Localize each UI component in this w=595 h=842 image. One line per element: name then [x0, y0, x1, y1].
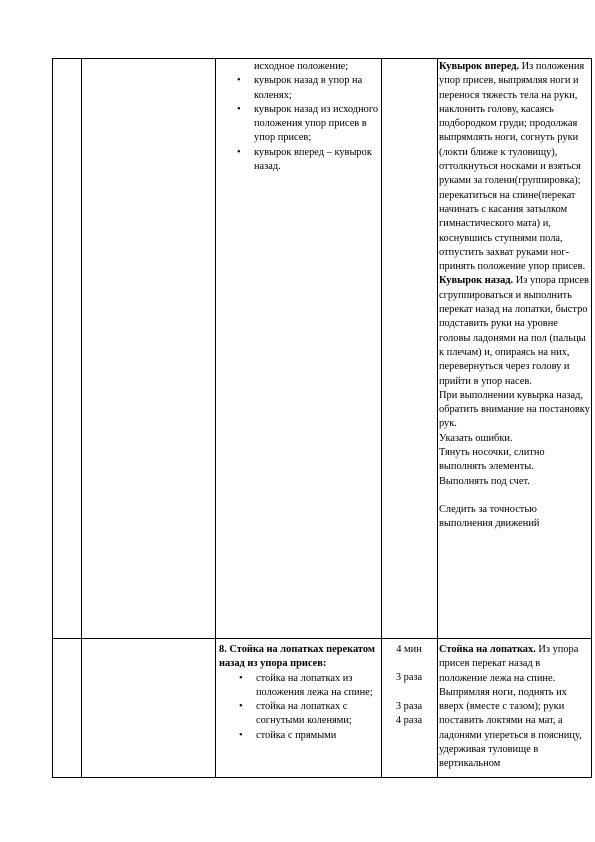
exercise-list-item — [217, 103, 379, 146]
exercise-list-item — [219, 672, 379, 701]
instruction-note: Следить за точностью выполнения движений — [439, 503, 540, 530]
column-border-0 — [52, 58, 53, 778]
backward-roll-description — [439, 274, 590, 388]
instruction-note: Указать ошибки. — [439, 432, 513, 444]
row1-exercises-cell — [217, 60, 379, 174]
table-top-border — [52, 58, 592, 59]
exercise-list-item — [217, 146, 379, 175]
exercise-item-text: кувырок назад из исходного положения упор присев в упор присев; — [254, 103, 379, 144]
exercise-list-item — [219, 729, 379, 743]
instruction-note: Тянуть носочки, слитно выполнять элементы. — [439, 447, 545, 473]
exercise-item-text: кувырок назад в упор на коленях; — [254, 75, 363, 101]
exercise-list-item — [217, 60, 379, 74]
exercise-list-item — [219, 700, 379, 729]
dosage-value: 4 раза — [395, 714, 423, 726]
row-divider — [52, 638, 592, 639]
row2-exercises-cell — [219, 643, 379, 743]
column-border-1 — [81, 58, 82, 778]
exercise-item-text: исходное положение; — [254, 61, 349, 72]
shoulder-stand-title: Стойка на лопатках. — [439, 644, 536, 655]
table-bottom-border — [52, 777, 592, 778]
row2-instructions-cell — [439, 643, 590, 772]
exercise-heading: 8. Стойка на лопатках перекатом назад из упора присев: — [219, 644, 375, 670]
backward-roll-text: Из упора присев сгруппироваться и выполнить перекат назад на лопатки, быстро подставить руки на уровне головы ладонями на пол (пальцы к плечам) и, опираясь на них, перевернуться через голову и прийти в упор насев. — [439, 275, 589, 387]
row2-dosage-cell — [383, 643, 435, 728]
exercise-item-text: кувырок вперед – кувырок назад. — [254, 146, 372, 173]
shoulder-stand-description — [439, 643, 590, 772]
column-border-3 — [381, 58, 382, 778]
dosage-value: 3 раза — [395, 700, 423, 712]
instruction-note: Выполнять под счет. — [439, 475, 530, 487]
column-border-4 — [437, 58, 438, 778]
exercise-item-text: стойка на лопатках из положения лежа на спине; — [256, 672, 373, 698]
row1-instructions-cell — [439, 60, 590, 532]
dosage-value: 4 мин — [396, 644, 422, 655]
column-border-2 — [215, 58, 216, 778]
row1-exercise-list — [217, 60, 379, 174]
exercise-item-text: стойка на лопатках с согнутыми коленями; — [256, 701, 352, 727]
row2-exercise-list — [219, 672, 379, 743]
spacer — [439, 489, 590, 503]
column-border-5 — [591, 58, 592, 778]
exercise-item-text: стойка с прямыми — [256, 729, 337, 741]
instruction-note: При выполнении кувырка назад, обратить внимание на постановку рук. — [439, 389, 590, 430]
dosage-value: 3 раза — [395, 672, 423, 684]
backward-roll-title: Кувырок назад. — [439, 275, 514, 287]
forward-roll-description — [439, 60, 590, 274]
shoulder-stand-text: Из упора присев перекат назад в положение лежа на спине. Выпрямляя ноги, поднять их вверх (вместе с тазом); руки поставить локтями на мат, а ладонями упереться в поясницу, удерживая туловище в вертикальном — [439, 644, 582, 770]
forward-roll-text: Из положения упор присев, выпрямляя ноги и перенося тяжесть тела на руки, наклонить голову, касаясь подбородком груди; продолжая выпрямлять ноги, согнуть руки (локти ближе к туловищу), оттолкнуться носками и взяться руками за голени(группировка); перекатиться на спине(перекат начинать с касания затылком гимнастического мата) и, коснувшись ступнями пола, отпустить захват руками ног- принять положение упор присев. — [439, 61, 586, 273]
forward-roll-title: Кувырок вперед. — [439, 61, 520, 72]
exercise-list-item — [217, 74, 379, 103]
